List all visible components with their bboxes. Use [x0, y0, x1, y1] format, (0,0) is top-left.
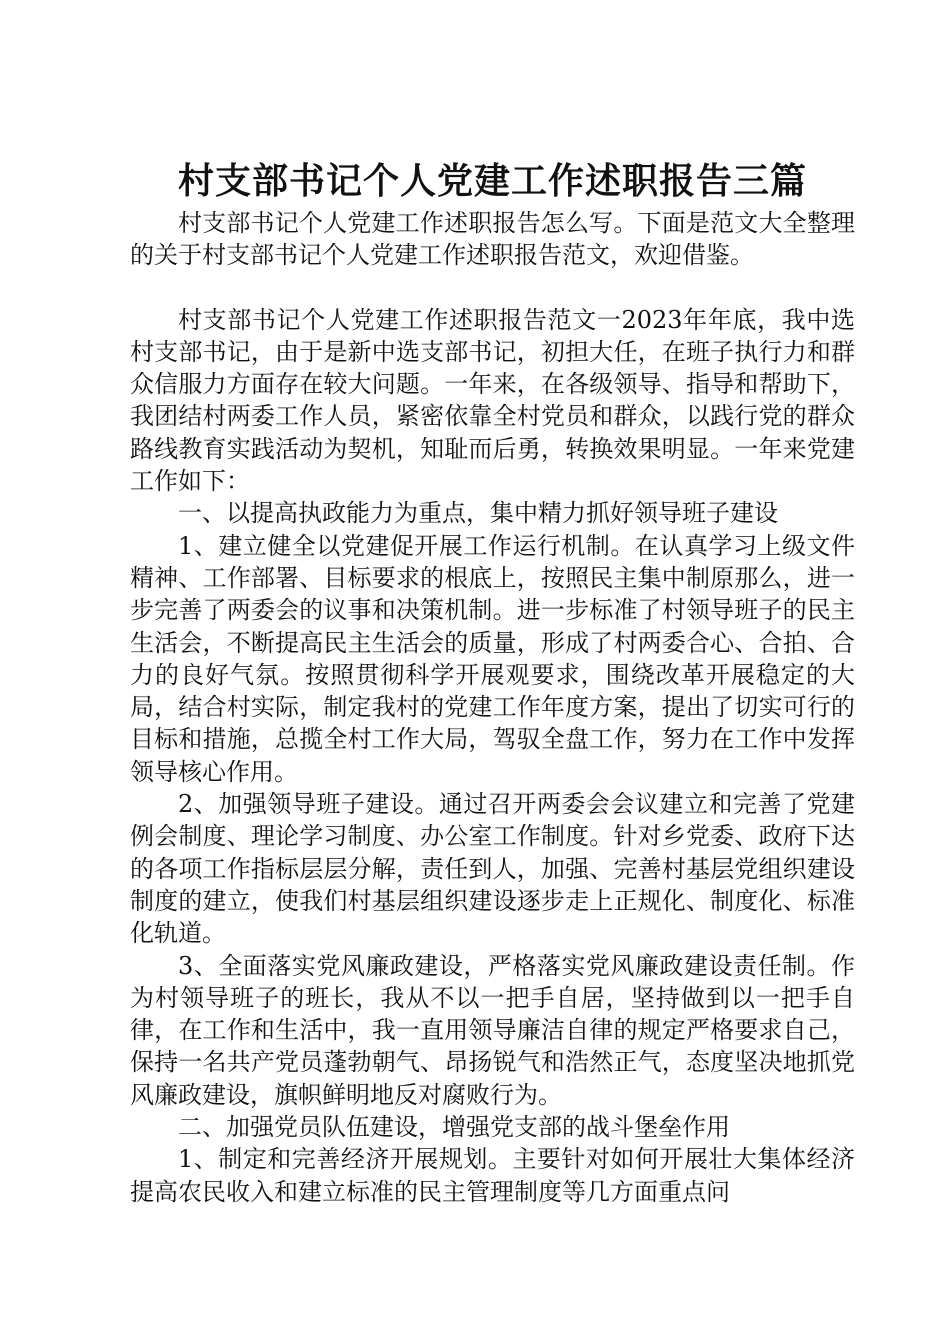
section-heading: 二、加强党员队伍建设，增强党支部的战斗堡垒作用	[178, 1113, 730, 1142]
body-paragraph: 3、全面落实党风廉政建设，严格落实党风廉政建设责任制。作为村领导班子的班长，我从不以一把手自居，坚持做到以一把手自律，在工作和生活中，我一直用领导廉洁自律的规定严格要求自己，保持一名共产党员蓬勃朝气、昂扬锐气和浩然正气，态度坚决地抓党风廉政建设，旗帜鲜明地反对腐败行为。	[130, 951, 855, 1109]
body-paragraph: 村支部书记个人党建工作述职报告范文一2023年年底，我中选村支部书记，由于是新中选支部书记，初担大任，在班子执行力和群众信服力方面存在较大问题。一年来，在各级领导、指导和帮助下，我团结村两委工作人员，紧密依靠全村党员和群众，以践行党的群众路线教育实践活动为契机，知耻而后勇，转换效果明显。一年来党建工作如下：	[130, 305, 855, 496]
document-page	[130, 157, 855, 1208]
document-title: 村支部书记个人党建工作述职报告三篇	[177, 161, 807, 202]
body-paragraph: 1、制定和完善经济开展规划。主要针对如何开展壮大集体经济提高农民收入和建立标准的民主管理制度等几方面重点问	[130, 1145, 855, 1206]
intro-paragraph: 村支部书记个人党建工作述职报告怎么写。下面是范文大全整理的关于村支部书记个人党建工作述职报告范文，欢迎借鉴。	[130, 209, 855, 270]
body-paragraph: 2、加强领导班子建设。通过召开两委会会议建立和完善了党建例会制度、理论学习制度、办公室工作制度。针对乡党委、政府下达的各项工作指标层层分解，责任到人，加强、完善村基层党组织建设制度的建立，使我们村基层组织建设逐步走上正规化、制度化、标准化轨道。	[130, 790, 855, 948]
section-heading: 一、以提高执政能力为重点，集中精力抓好领导班子建设	[178, 499, 778, 528]
paragraph-spacer	[130, 272, 855, 304]
body-paragraph: 1、建立健全以党建促开展工作运行机制。在认真学习上级文件精神、工作部署、目标要求的根底上，按照民主集中制原那么，进一步完善了两委会的议事和决策机制。进一步标准了村领导班子的民主生活会，不断提高民主生活会的质量，形成了村两委合心、合拍、合力的良好气氛。按照贯彻科学开展观要求，围绕改革开展稳定的大局，结合村实际，制定我村的党建工作年度方案，提出了切实可行的目标和措施，总揽全村工作大局，驾驭全盘工作，努力在工作中发挥领导核心作用。	[130, 531, 855, 786]
